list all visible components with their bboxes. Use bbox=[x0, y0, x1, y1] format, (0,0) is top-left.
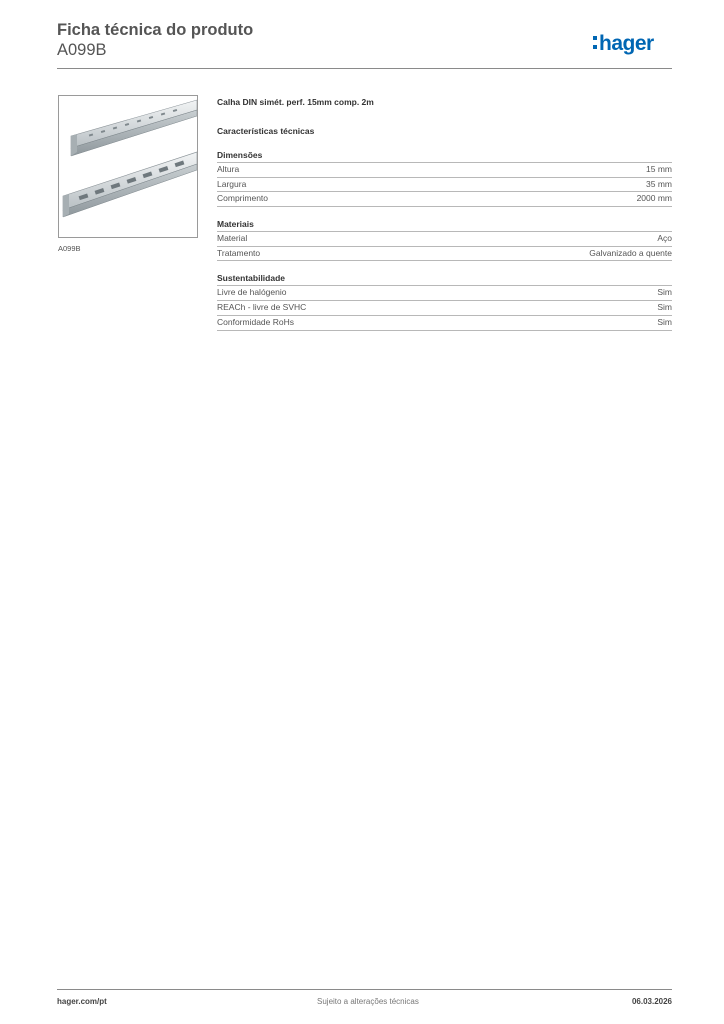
product-description: Calha DIN simét. perf. 15mm comp. 2m bbox=[217, 97, 374, 107]
document-title: Ficha técnica do produto bbox=[57, 21, 254, 39]
spec-label: REACh - livre de SVHC bbox=[217, 302, 307, 313]
spec-value: Aço bbox=[657, 233, 672, 244]
spec-label: Livre de halógenio bbox=[217, 287, 287, 298]
section-sustainability bbox=[217, 271, 672, 330]
section-materials bbox=[217, 217, 672, 261]
spec-label: Largura bbox=[217, 178, 247, 189]
product-image bbox=[58, 95, 198, 238]
spec-value: 35 mm bbox=[646, 178, 672, 189]
spec-value: Sim bbox=[657, 302, 672, 313]
spec-row-length bbox=[217, 192, 672, 207]
spec-row-width bbox=[217, 178, 672, 193]
spec-row-halogen-free bbox=[217, 286, 672, 301]
document-header bbox=[57, 20, 253, 60]
spec-value: Sim bbox=[657, 287, 672, 298]
spec-label: Comprimento bbox=[217, 193, 269, 204]
hager-logo-text: hager bbox=[599, 32, 654, 55]
spec-value: Galvanizado a quente bbox=[589, 247, 672, 258]
section-title: Sustentabilidade bbox=[217, 271, 672, 286]
page-footer bbox=[57, 997, 672, 1009]
spec-value: 15 mm bbox=[646, 164, 672, 174]
din-rail-illustration bbox=[59, 96, 197, 237]
spec-row-material bbox=[217, 232, 672, 247]
spec-label: Conformidade RoHs bbox=[217, 316, 295, 327]
hager-logo bbox=[592, 30, 674, 58]
image-caption: A099B bbox=[58, 244, 81, 253]
footer-disclaimer: Sujeito a alterações técnicas bbox=[317, 997, 419, 1006]
section-title: Materiais bbox=[217, 217, 672, 232]
spec-label: Tratamento bbox=[217, 247, 261, 258]
product-code: A099B bbox=[57, 41, 107, 59]
spec-value: 2000 mm bbox=[636, 193, 672, 204]
section-title: Dimensões bbox=[217, 148, 672, 163]
header-divider bbox=[57, 68, 672, 69]
spec-value: Sim bbox=[657, 316, 672, 327]
spec-row-reach bbox=[217, 301, 672, 316]
spec-label: Material bbox=[217, 233, 248, 244]
spec-row-rohs bbox=[217, 316, 672, 331]
footer-date: 06.03.2026 bbox=[631, 997, 672, 1006]
footer-divider bbox=[57, 989, 672, 990]
website-link[interactable]: hager.com/pt bbox=[57, 997, 107, 1006]
spec-row-treatment bbox=[217, 247, 672, 262]
spec-row-height bbox=[217, 163, 672, 178]
section-dimensions bbox=[217, 148, 672, 207]
specifications-panel bbox=[217, 95, 672, 331]
spec-label: Altura bbox=[217, 164, 240, 174]
technical-characteristics-title: Características técnicas bbox=[217, 126, 315, 136]
